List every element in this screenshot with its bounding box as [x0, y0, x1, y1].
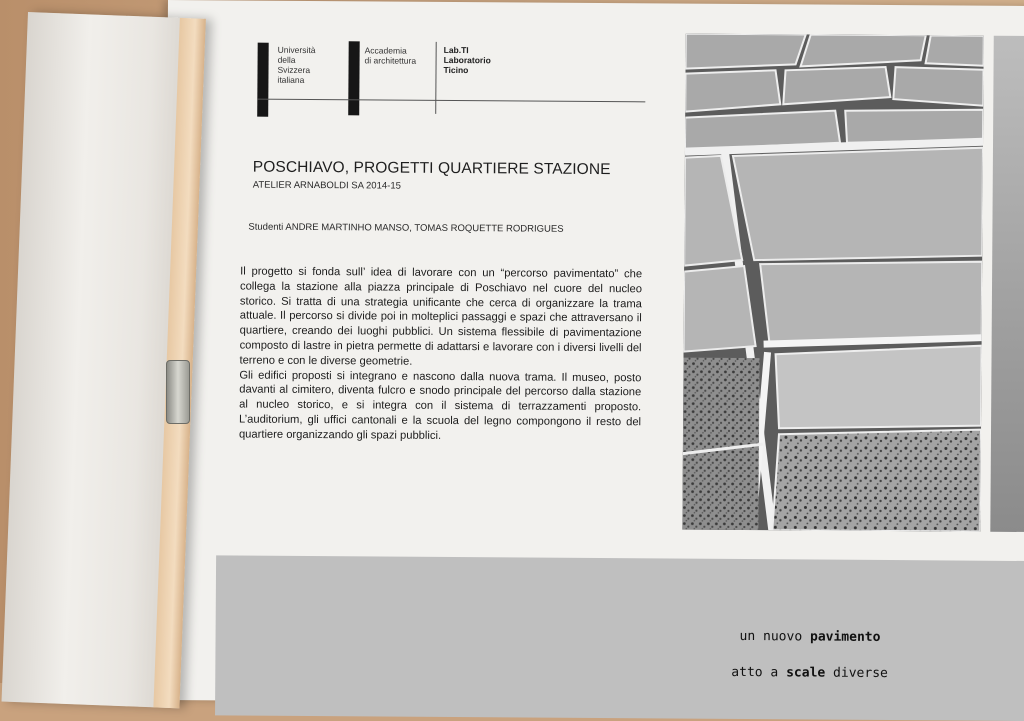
caption-line-1 [740, 629, 881, 645]
caption-2-bold: scale [786, 665, 826, 681]
metal-hinge [166, 360, 190, 424]
body-text [239, 265, 642, 445]
page-subtitle: ATELIER ARNABOLDI SA 2014-15 [252, 179, 401, 192]
caption-2-text-a: atto a [731, 664, 787, 681]
stone-paving-photo [682, 34, 983, 532]
page-title: POSCHIAVO, PROGETTI QUARTIERE STAZIONE [252, 158, 611, 179]
header-divider-vertical [435, 42, 437, 114]
caption-line-2 [731, 665, 888, 681]
students-line: Studenti ANDRE MARTINHO MANSO, TOMAS ROQUETTE RODRIGUES [248, 221, 564, 235]
paving-illustration [682, 34, 983, 532]
caption-2-text-c: diverse [825, 665, 888, 682]
logo-usi-text: Università della Svizzera italiana [277, 44, 316, 85]
exhibition-board [163, 0, 1024, 706]
caption-1-bold: pavimento [809, 629, 881, 645]
logo-bar-accademia [348, 41, 360, 115]
header-divider-horizontal [257, 99, 645, 103]
body-paragraph-1: Il progetto si fonda sull’ idea di lavorare con un “percorso pavimentato” che collega la stazione alla piazza principale di Poschiavo nel cuore del nucleo storico. Si tratta di una strategia unificante che cerca di organizzare la trama attuale. Il percorso si divide poi in molteplici passaggi e spazi che attraversano il quartiere, creando dei luoghi pubblici. Un sistema flessibile di pavimentazione composto di lastre in pietra permette di adattarsi e lavorare con i diversi livelli del terreno e con le diverse geometrie. [239, 265, 643, 368]
logo-accademia-text: Accademia di architettura [364, 45, 417, 66]
logo-bar-usi [257, 43, 269, 117]
logo-labti-text: Lab.TI Laboratorio Ticino [443, 44, 491, 76]
grey-caption-panel [215, 555, 1024, 721]
adjacent-photo-partial [990, 36, 1024, 532]
caption-1-text: un nuovo [739, 629, 811, 645]
body-paragraph-2: Gli edifici proposti si integrano e nascono dalla nuova trama. Il museo, posto davanti al cimitero, diventa fulcro e snodo principale del percorso dalla stazione al nucleo storico, e si integra con il sistema di terrazzamenti proposto. L’auditorium, gli uffici cantonali e la scuola del legno compongono il resto del quartiere organizzando gli spazi pubblici. [238, 369, 642, 442]
